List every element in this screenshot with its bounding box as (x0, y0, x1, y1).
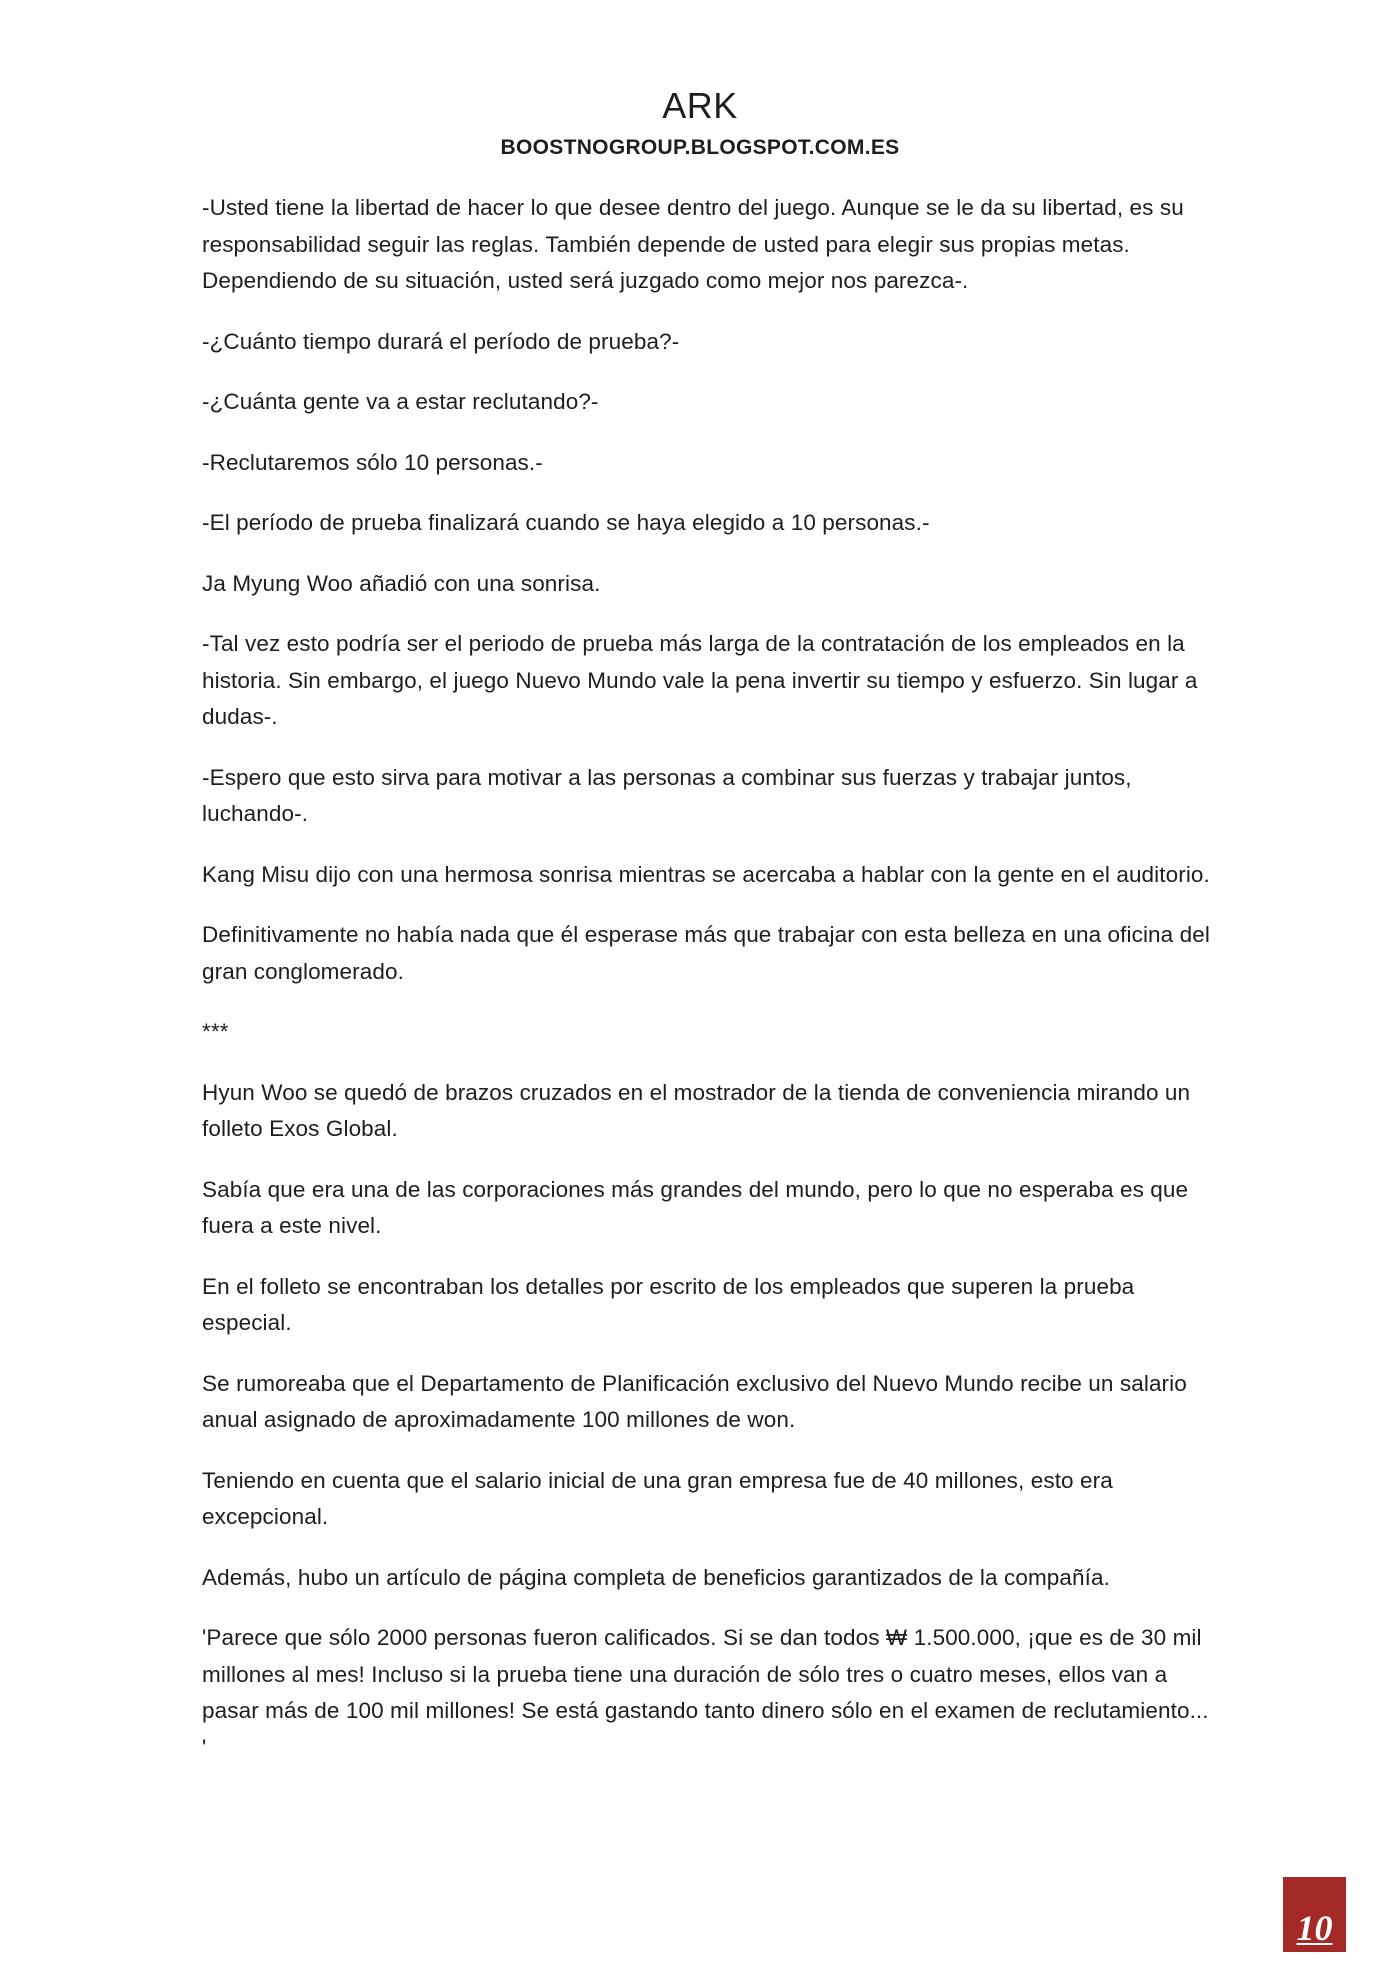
paragraph: Ja Myung Woo añadió con una sonrisa. (202, 570, 601, 596)
paragraph: Se rumoreaba que el Departamento de Planificación exclusivo del Nuevo Mundo recibe un salario anual asignado de aproximadamente 100 millones de won. (202, 1370, 1187, 1432)
page-body (202, 190, 1210, 1790)
paragraph: Además, hubo un artículo de página completa de beneficios garantizados de la compañía. (202, 1564, 1110, 1590)
paragraph: Sabía que era una de las corporaciones más grandes del mundo, pero lo que no esperaba es que fuera a este nivel. (202, 1176, 1189, 1238)
paragraph: Teniendo en cuenta que el salario inicial de una gran empresa fue de 40 millones, esto era excepcional. (202, 1467, 1113, 1529)
scene-break: *** (202, 1019, 229, 1044)
page-number-badge (1283, 1877, 1346, 1952)
paragraph: Kang Misu dijo con una hermosa sonrisa mientras se acercaba a hablar con la gente en el auditorio. (202, 861, 1210, 887)
paragraph: -¿Cuánto tiempo durará el período de prueba?- (202, 328, 680, 354)
paragraph: -Reclutaremos sólo 10 personas.- (202, 449, 543, 475)
blog-url: BOOSTNOGROUP.BLOGSPOT.COM.ES (500, 136, 900, 159)
page-title: ARK (662, 85, 738, 126)
paragraph: -¿Cuánta gente va a estar reclutando?- (202, 389, 599, 414)
paragraph: -Espero que esto sirva para motivar a las personas a combinar sus fuerzas y trabajar juntos, luchando-. (202, 764, 1132, 826)
paragraph: -El período de prueba finalizará cuando se haya elegido a 10 personas.- (202, 510, 930, 535)
page-header (0, 84, 1400, 162)
page-number: 10 (1296, 1908, 1333, 1948)
paragraph: Definitivamente no había nada que él esperase más que trabajar con esta belleza en una oficina del gran conglomerado. (202, 922, 1210, 984)
paragraph: Hyun Woo se quedó de brazos cruzados en el mostrador de la tienda de conveniencia mirando un folleto Exos Global. (202, 1079, 1191, 1141)
paragraph: 'Parece que sólo 2000 personas fueron calificados. Si se dan todos ₩ 1.500.000, ¡que es de 30 mil millones al mes! Incluso si la prueba tiene una duración de sólo tres o cuatro meses, ellos van a pasar más de 100 mil millones! Se está gastando tanto dinero sólo en el examen de reclutamiento... ' (202, 1625, 1209, 1760)
paragraph: -Tal vez esto podría ser el periodo de prueba más larga de la contratación de los empleados en la historia. Sin embargo, el juego Nuevo Mundo vale la pena invertir su tiempo y esfuerzo. Sin lugar a dudas-. (202, 631, 1198, 729)
paragraph: -Usted tiene la libertad de hacer lo que desee dentro del juego. Aunque se le da su libertad, es su responsabilidad seguir las reglas. También depende de usted para elegir sus propias metas. Dependiendo de su situación, usted será juzgado como mejor nos parezca-. (202, 195, 1184, 293)
paragraph: En el folleto se encontraban los detalles por escrito de los empleados que superen la prueba especial. (202, 1273, 1135, 1335)
